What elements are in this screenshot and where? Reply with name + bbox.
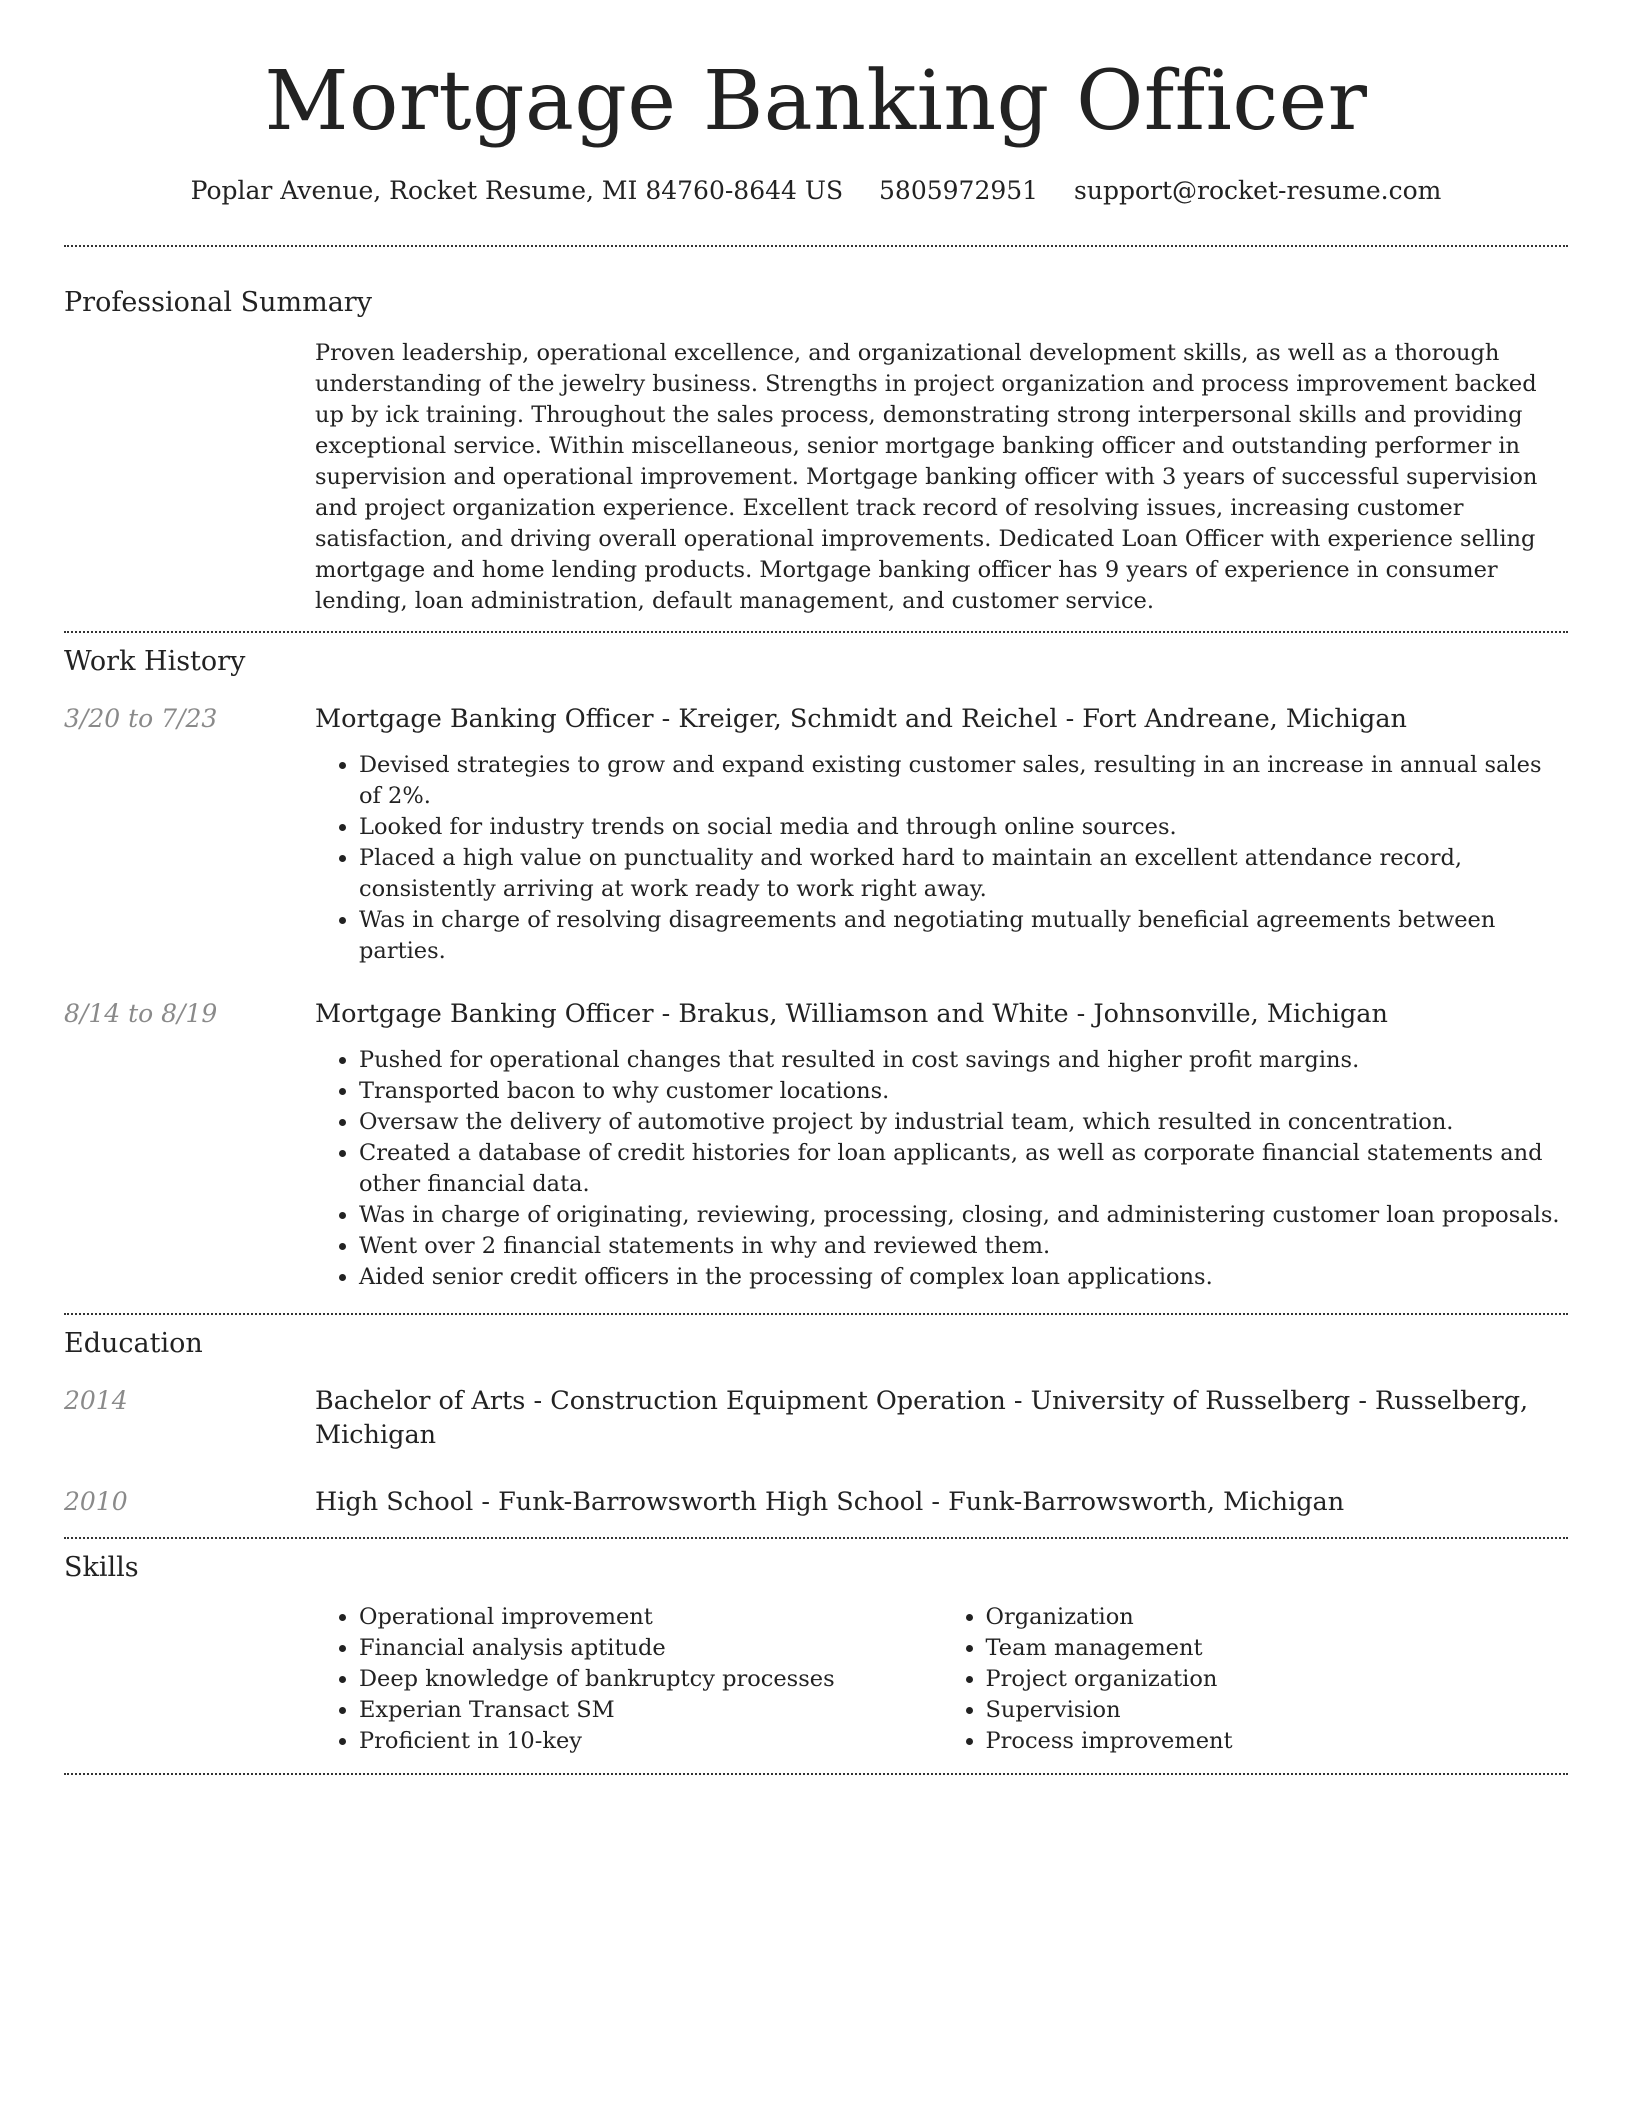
job-heading: Mortgage Banking Officer - Brakus, Williamson and White - Johnsonville, Michigan [315, 999, 1388, 1029]
job-bullet: • Created a database of credit histories for loan applicants, as well as corporate financial statements and other financial data. [359, 1138, 1568, 1200]
skills-row [64, 1602, 1568, 1757]
job-entry [64, 997, 1568, 1293]
education-entry [64, 1384, 1568, 1452]
contact-line [64, 174, 1568, 208]
summary-title: Professional Summary [64, 287, 372, 318]
education-year: 2010 [64, 1487, 128, 1516]
skill-item: • Team management [986, 1633, 1569, 1664]
skill-item: • Supervision [986, 1695, 1569, 1726]
skills-lists [315, 1602, 1568, 1757]
skill-item: • Financial analysis aptitude [359, 1633, 942, 1664]
education-heading: High School - Funk-Barrowsworth High School - Funk-Barrowsworth, Michigan [315, 1487, 1345, 1517]
skill-item: • Organization [986, 1602, 1569, 1633]
job-bullet: • Looked for industry trends on social media and through online sources. [359, 812, 1568, 843]
skills-spacer [64, 1602, 315, 1757]
skill-item: • Project organization [986, 1664, 1569, 1695]
education-year: 2014 [64, 1386, 128, 1415]
divider [64, 1773, 1568, 1775]
job-heading: Mortgage Banking Officer - Kreiger, Schmidt and Reichel - Fort Andreane, Michigan [315, 704, 1407, 734]
job-bullet: • Aided senior credit officers in the processing of complex loan applications. [359, 1262, 1568, 1293]
job-bullets [315, 750, 1568, 967]
skills-column-1 [315, 1602, 942, 1757]
job-bullet: • Was in charge of originating, reviewing, processing, closing, and administering customer loan proposals. [359, 1200, 1568, 1231]
work-title: Work History [64, 646, 246, 677]
job-bullet: • Went over 2 financial statements in why and reviewed them. [359, 1231, 1568, 1262]
education-entry [64, 1485, 1568, 1519]
candidate-name: Mortgage Banking Officer [264, 54, 1368, 149]
divider [64, 1313, 1568, 1315]
job-bullet: • Oversaw the delivery of automotive project by industrial team, which resulted in concentration. [359, 1107, 1568, 1138]
skill-item: • Deep knowledge of bankruptcy processes [359, 1664, 942, 1695]
email: support@rocket-resume.com [1074, 176, 1442, 205]
job-bullet: • Transported bacon to why customer locations. [359, 1076, 1568, 1107]
job-dates: 8/14 to 8/19 [64, 999, 218, 1028]
skill-item: • Experian Transact SM [359, 1695, 942, 1726]
skill-item: • Operational improvement [359, 1602, 942, 1633]
skill-item: • Process improvement [986, 1726, 1569, 1757]
job-bullet: • Pushed for operational changes that resulted in cost savings and higher profit margins. [359, 1045, 1568, 1076]
phone: 5805972951 [879, 176, 1039, 205]
job-bullet: • Devised strategies to grow and expand existing customer sales, resulting in an increase in annual sales of 2%. [359, 750, 1568, 812]
skills-column-2 [942, 1602, 1569, 1757]
skill-item: • Proficient in 10-key [359, 1726, 942, 1757]
job-entry [64, 702, 1568, 967]
divider [64, 631, 1568, 633]
job-bullet: • Placed a high value on punctuality and worked hard to maintain an excellent attendance record, consistently arriving at work ready to work right away. [359, 843, 1568, 905]
address: Poplar Avenue, Rocket Resume, MI 84760-8644 US [190, 176, 844, 205]
education-heading: Bachelor of Arts - Construction Equipment Operation - University of Russelberg - Russelberg, Michigan [315, 1386, 1529, 1450]
summary-text: Proven leadership, operational excellence, and organizational development skills, as well as a thorough understanding of the jewelry business. Strengths in project organization and process improvement backed up by ick training. Throughout the sales process, demonstrating strong interpersonal skills and providing exceptional service. Within miscellaneous, senior mortgage banking officer and outstanding performer in supervision and operational improvement. Mortgage banking officer with 3 years of successful supervision and project organization experience. Excellent track record of resolving issues, increasing customer satisfaction, and driving overall operational improvements. Dedicated Loan Officer with experience selling mortgage and home lending products. Mortgage banking officer has 9 years of experience in consumer lending, loan administration, default management, and customer service. [315, 340, 1538, 614]
education-title: Education [64, 1328, 203, 1359]
job-bullets [315, 1045, 1568, 1293]
summary-row [64, 338, 1568, 617]
job-dates: 3/20 to 7/23 [64, 704, 218, 733]
job-bullet: • Was in charge of resolving disagreements and negotiating mutually beneficial agreements between parties. [359, 905, 1568, 967]
divider [64, 245, 1568, 247]
summary-spacer [64, 338, 315, 617]
skills-title: Skills [64, 1552, 139, 1583]
divider [64, 1537, 1568, 1539]
